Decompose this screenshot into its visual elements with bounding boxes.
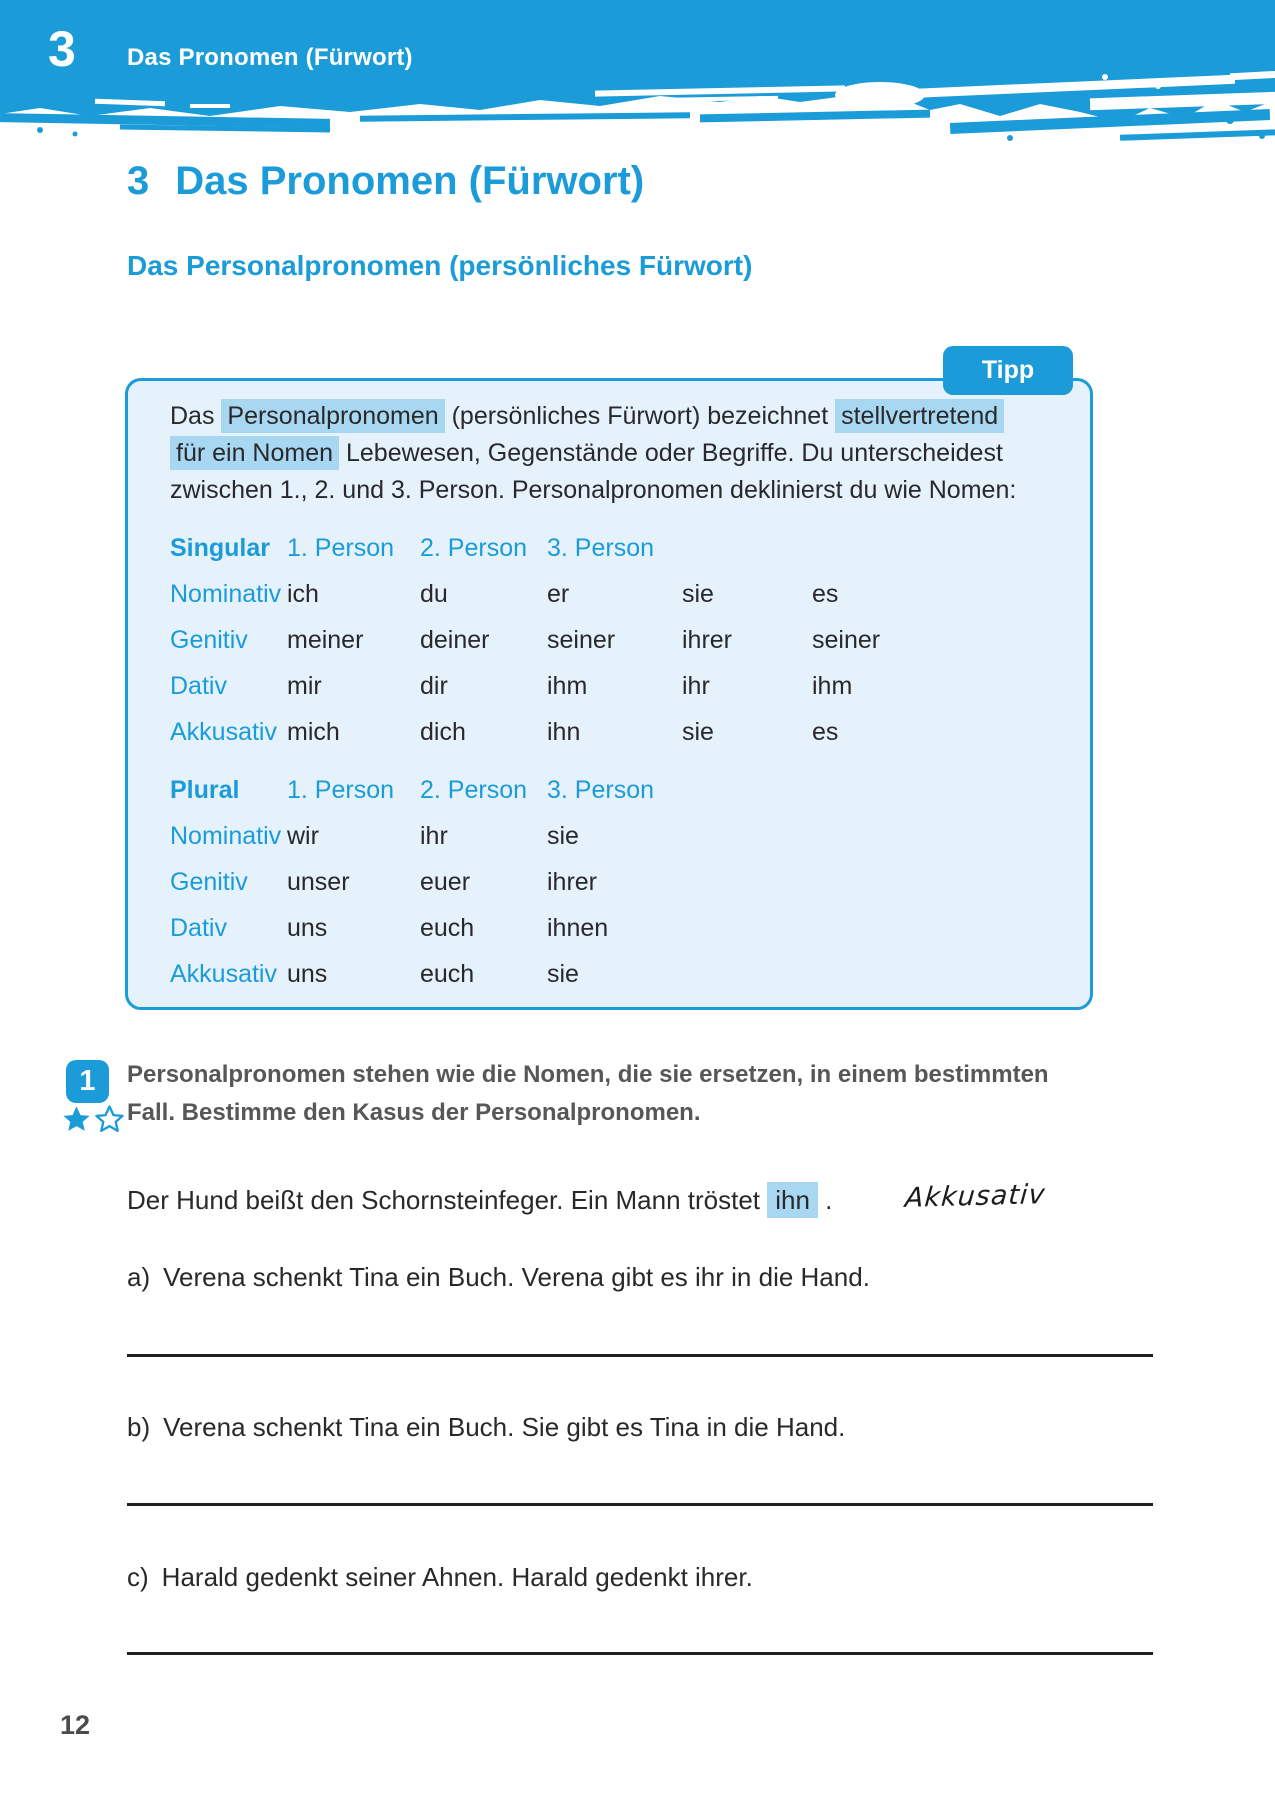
example-sentence xyxy=(127,1179,1153,1216)
pronoun-value: ihm xyxy=(812,671,853,700)
exercise-number-badge: 1 xyxy=(66,1060,109,1103)
pronoun-value: wir xyxy=(287,821,319,850)
table-row xyxy=(170,859,1060,905)
pronoun-value: sie xyxy=(547,959,579,988)
star-filled-icon xyxy=(61,1104,92,1135)
pronoun-value: sie xyxy=(682,717,714,746)
table-row xyxy=(170,709,1060,755)
pronoun-value: ihr xyxy=(420,821,448,850)
answer-line-c[interactable] xyxy=(127,1652,1153,1655)
pronoun-value: ihrer xyxy=(547,867,598,896)
person-column-header: 1. Person xyxy=(287,533,395,562)
answer-line-b[interactable] xyxy=(127,1503,1153,1506)
person-column-header: 3. Person xyxy=(547,533,655,562)
tip-tab: Tipp xyxy=(943,346,1073,395)
page-title-number: 3 xyxy=(127,159,150,203)
table-row xyxy=(170,905,1060,951)
pronoun-value: meiner xyxy=(287,625,364,654)
section-subtitle: Das Personalpronomen (persönliches Fürwort) xyxy=(127,250,753,281)
pronoun-value: seiner xyxy=(812,625,881,654)
pronoun-value: ihnen xyxy=(547,913,609,942)
exercise-item-a xyxy=(127,1262,1157,1293)
table-row xyxy=(170,813,1060,859)
person-column-header: 2. Person xyxy=(420,775,528,804)
tip-intro xyxy=(170,398,1060,509)
pronoun-value: ihr xyxy=(682,671,710,700)
answer-line-a[interactable] xyxy=(127,1354,1153,1357)
exercise-instruction-line: Fall. Bestimme den Kasus der Personalpronomen. xyxy=(127,1099,701,1126)
page-title-text: Das Pronomen (Fürwort) xyxy=(175,159,645,203)
pronoun-value: sie xyxy=(547,821,579,850)
example-text-before: Der Hund beißt den Schornsteinfeger. Ein Mann tröstet xyxy=(127,1185,768,1215)
case-label: Akkusativ xyxy=(170,717,277,746)
highlighted-term: stellvertretend xyxy=(835,399,1004,433)
header-brush xyxy=(0,0,1275,160)
highlighted-term: Personalpronomen xyxy=(221,399,444,433)
pronoun-value: es xyxy=(812,717,839,746)
example-highlighted-pronoun: ihn xyxy=(767,1182,818,1218)
pronoun-value: euch xyxy=(420,959,475,988)
star-outline-icon xyxy=(94,1104,125,1135)
table-title: Plural xyxy=(170,775,240,804)
header-title: Das Pronomen (Fürwort) xyxy=(127,44,413,71)
text-run: Das xyxy=(170,402,222,430)
pronoun-value: sie xyxy=(682,579,714,608)
exercise-instruction-line: Personalpronomen stehen wie die Nomen, die sie ersetzen, in einem bestimmten xyxy=(127,1061,1049,1088)
table-header-row xyxy=(170,767,1060,813)
declension-table-plural xyxy=(170,767,1060,997)
table-row xyxy=(170,663,1060,709)
exercise-stars xyxy=(61,1104,127,1135)
pronoun-value: uns xyxy=(287,913,328,942)
text-run: (persönliches Fürwort) bezeichnet xyxy=(444,402,836,430)
table-header-row xyxy=(170,525,1060,571)
case-label: Nominativ xyxy=(170,579,282,608)
item-sentence: Verena schenkt Tina ein Buch. Verena gibt es ihr in die Hand. xyxy=(163,1262,870,1292)
exercise-item-b xyxy=(127,1412,1157,1443)
pronoun-value: unser xyxy=(287,867,350,896)
item-sentence: Harald gedenkt seiner Ahnen. Harald gedenkt ihrer. xyxy=(161,1562,753,1592)
pronoun-value: du xyxy=(420,579,448,608)
pronoun-value: ihn xyxy=(547,717,581,746)
pronoun-value: euch xyxy=(420,913,475,942)
highlighted-term: für ein Nomen xyxy=(170,436,339,470)
table-title: Singular xyxy=(170,533,271,562)
case-label: Dativ xyxy=(170,671,227,700)
pronoun-value: er xyxy=(547,579,570,608)
case-label: Genitiv xyxy=(170,867,248,896)
case-label: Genitiv xyxy=(170,625,248,654)
item-label: c) xyxy=(127,1562,149,1592)
header-chapter-number: 3 xyxy=(48,21,76,77)
page-number: 12 xyxy=(60,1710,91,1740)
pronoun-value: uns xyxy=(287,959,328,988)
table-row xyxy=(170,571,1060,617)
table-row xyxy=(170,951,1060,997)
declension-table-singular xyxy=(170,525,1060,755)
case-label: Nominativ xyxy=(170,821,282,850)
exercise-instruction xyxy=(127,1056,1167,1132)
person-column-header: 1. Person xyxy=(287,775,395,804)
pronoun-value: mich xyxy=(287,717,340,746)
text-run: zwischen 1., 2. und 3. Person. Personalpronomen deklinierst du wie Nomen: xyxy=(170,476,1017,504)
person-column-header: 2. Person xyxy=(420,533,528,562)
pronoun-value: dich xyxy=(420,717,466,746)
handwritten-answer: Akkusativ xyxy=(903,1179,1047,1214)
person-column-header: 3. Person xyxy=(547,775,655,804)
text-run: Lebewesen, Gegenstände oder Begriffe. Du unterscheidest xyxy=(339,439,1003,467)
table-row xyxy=(170,617,1060,663)
exercise-item-c xyxy=(127,1562,1157,1593)
item-sentence: Verena schenkt Tina ein Buch. Sie gibt es Tina in die Hand. xyxy=(163,1412,846,1442)
page-title xyxy=(127,158,644,204)
pronoun-value: ihm xyxy=(547,671,588,700)
case-label: Akkusativ xyxy=(170,959,277,988)
tip-box xyxy=(125,378,1093,1010)
pronoun-value: deiner xyxy=(420,625,490,654)
pronoun-value: euer xyxy=(420,867,471,896)
item-label: b) xyxy=(127,1412,151,1442)
case-label: Dativ xyxy=(170,913,227,942)
pronoun-value: ich xyxy=(287,579,319,608)
pronoun-value: es xyxy=(812,579,839,608)
pronoun-value: ihrer xyxy=(682,625,733,654)
pronoun-value: dir xyxy=(420,671,448,700)
item-label: a) xyxy=(127,1262,151,1292)
pronoun-value: seiner xyxy=(547,625,616,654)
pronoun-value: mir xyxy=(287,671,322,700)
example-text-after: . xyxy=(817,1185,833,1215)
